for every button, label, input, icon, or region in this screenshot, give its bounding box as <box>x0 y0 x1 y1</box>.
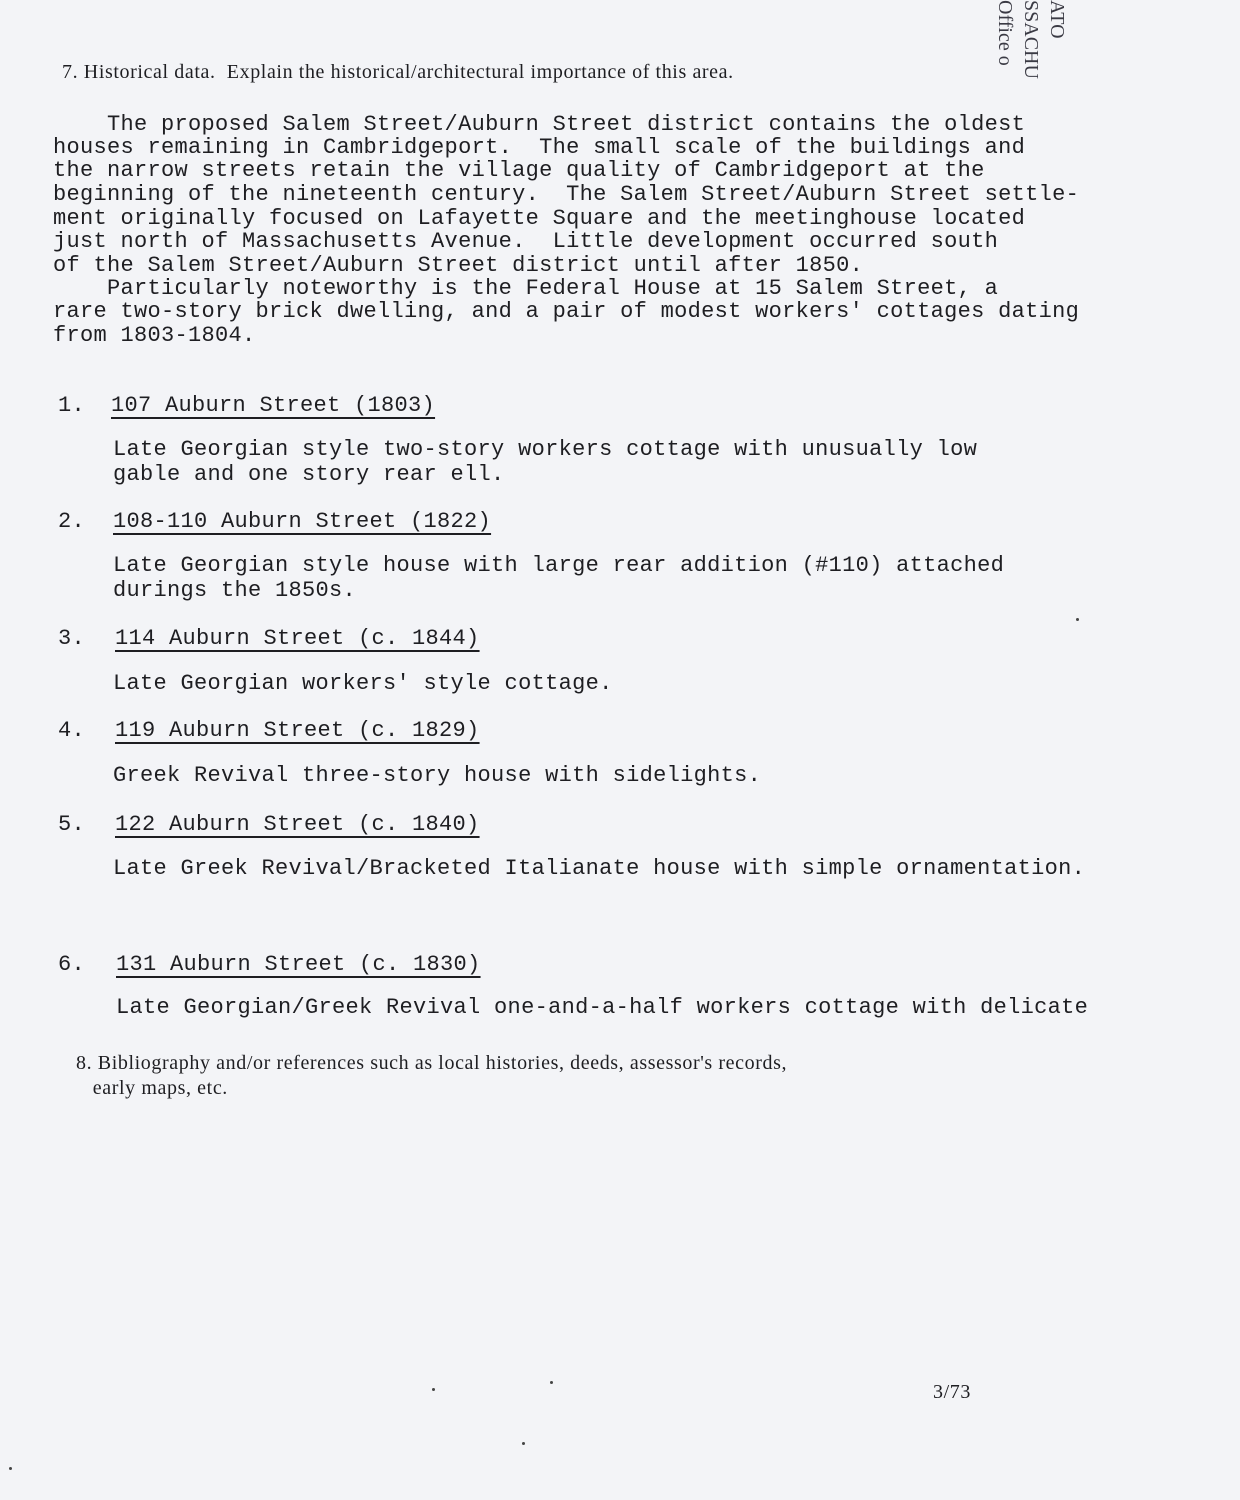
entry-description: gable and one story rear ell. <box>113 462 505 487</box>
paragraph-line: rare two-story brick dwelling, and a pair of modest workers' cottages dating <box>53 299 1080 324</box>
paragraph-line: from 1803-1804. <box>53 323 256 348</box>
page-number: 3/73 <box>933 1381 971 1403</box>
entry-description: Greek Revival three-story house with sidelights. <box>113 763 762 788</box>
entry-title: 119 Auburn Street (c. 1829) <box>115 718 480 743</box>
entry-number: 3. <box>58 626 86 651</box>
paragraph-line: beginning of the nineteenth century. The Salem Street/Auburn Street settle- <box>53 182 1080 207</box>
entry-number: 5. <box>58 812 86 837</box>
entry-number: 6. <box>58 952 86 977</box>
paragraph-line: houses remaining in Cambridgeport. The small scale of the buildings and <box>53 135 1026 160</box>
scan-speck <box>550 1381 553 1384</box>
entry-number: 4. <box>58 718 86 743</box>
entry-number: 2. <box>58 509 86 534</box>
paragraph-line: the narrow streets retain the village quality of Cambridgeport at the <box>53 158 985 183</box>
section8-heading-cont: early maps, etc. <box>76 1077 228 1099</box>
entry-title: 114 Auburn Street (c. 1844) <box>115 626 480 651</box>
stamp-line-1: ATO <box>1046 0 1068 39</box>
paragraph-line: just north of Massachusetts Avenue. Little development occurred south <box>53 229 999 254</box>
section8-heading: 8. Bibliography and/or references such as local histories, deeds, assessor's records, <box>76 1052 788 1074</box>
entry-title: 131 Auburn Street (c. 1830) <box>116 952 481 977</box>
entry-title: 122 Auburn Street (c. 1840) <box>115 812 480 837</box>
scan-speck <box>9 1467 12 1470</box>
entry-description: Late Georgian style house with large rear addition (#110) attached <box>113 553 1005 578</box>
entry-description: durings the 1850s. <box>113 578 357 603</box>
scan-speck <box>432 1388 435 1391</box>
paragraph-line: Particularly noteworthy is the Federal House at 15 Salem Street, a <box>53 276 999 301</box>
entry-number: 1. <box>58 393 86 418</box>
scan-speck <box>1076 618 1079 621</box>
entry-description: Late Georgian/Greek Revival one-and-a-half workers cottage with delicate <box>116 995 1089 1020</box>
paragraph-line: of the Salem Street/Auburn Street district until after 1850. <box>53 253 864 278</box>
entry-title: 107 Auburn Street (1803) <box>111 393 436 418</box>
section7-heading: 7. Historical data. Explain the historical/architectural importance of this area. <box>62 61 734 83</box>
paragraph-line: The proposed Salem Street/Auburn Street district contains the oldest <box>53 112 1026 137</box>
paragraph-line: ment originally focused on Lafayette Square and the meetinghouse located <box>53 206 1026 231</box>
stamp-line-2: SSACHU <box>1020 0 1042 79</box>
scan-speck <box>522 1442 525 1445</box>
archive-stamp <box>994 0 1240 180</box>
entry-title: 108-110 Auburn Street (1822) <box>113 509 492 534</box>
entry-description: Late Georgian style two-story workers cottage with unusually low <box>113 437 978 462</box>
stamp-line-3: Office o <box>994 0 1016 66</box>
entry-description: Late Greek Revival/Bracketed Italianate house with simple ornamentation. <box>113 856 1086 881</box>
entry-description: Late Georgian workers' style cottage. <box>113 671 613 696</box>
